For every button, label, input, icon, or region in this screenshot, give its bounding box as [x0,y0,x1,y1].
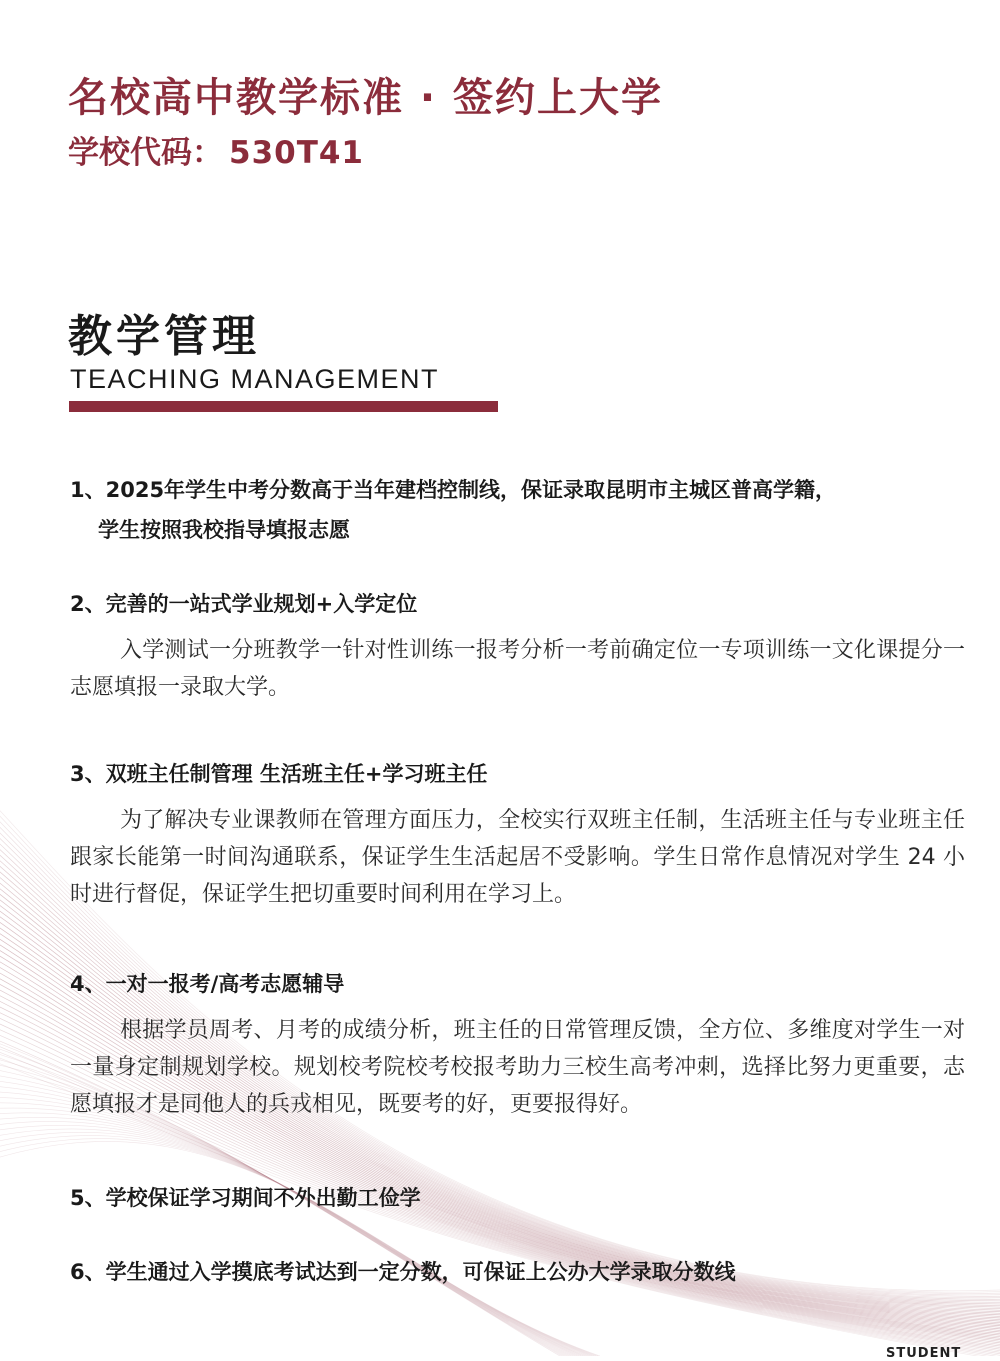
section-title: 教学管理 [68,311,260,362]
school-code-label: 学校代码： [68,135,223,171]
school-code [68,127,364,172]
item-4-body: 根据学员周考、月考的成绩分析，班主任的日常管理反馈，全方位、多维度对学生一对一量身定制规划学校。规划校考院校考校报考助力三校生高考冲刺，选择比努力更重要，志愿填报才是同他人的兵戎相见，既要考的好，更要报得好。 [70,1018,965,1117]
brand-title: 名校高中教学标准 · 签约上大学 [68,75,664,121]
item-2-body: 入学测试一分班教学一针对性训练一报考分析一考前确定位一专项训练一文化课提分一志愿填报一录取大学。 [70,638,965,700]
section-divider [69,401,498,412]
item-3-body: 为了解决专业课教师在管理方面压力，全校实行双班主任制，生活班主任与专业班主任跟家长能第一时间沟通联系，保证学生生活起居不受影响。学生日常作息情况对学生 24 小时进行督促，保证学生把切重要时间利用在学习上。 [70,808,965,907]
item-1-heading: 1、2025年学生中考分数高于当年建档控制线，保证录取昆明市主城区普高学籍， [70,478,837,502]
item-6-heading: 6、学生通过入学摸底考试达到一定分数，可保证上公办大学录取分数线 [70,1260,736,1284]
footer-mark: STUDENT [886,1346,962,1361]
section-subtitle: TEACHING MANAGEMENT [70,364,440,394]
item-3-heading: 3、双班主任制管理 生活班主任+学习班主任 [70,762,488,786]
item-1-heading-continued: 学生按照我校指导填报志愿 [98,518,350,542]
item-5-heading: 5、学校保证学习期间不外出勤工俭学 [70,1186,421,1210]
item-2-heading: 2、完善的一站式学业规划+入学定位 [70,592,418,616]
school-code-value: 530T41 [229,135,364,171]
item-4-heading: 4、一对一报考/高考志愿辅导 [70,972,345,996]
